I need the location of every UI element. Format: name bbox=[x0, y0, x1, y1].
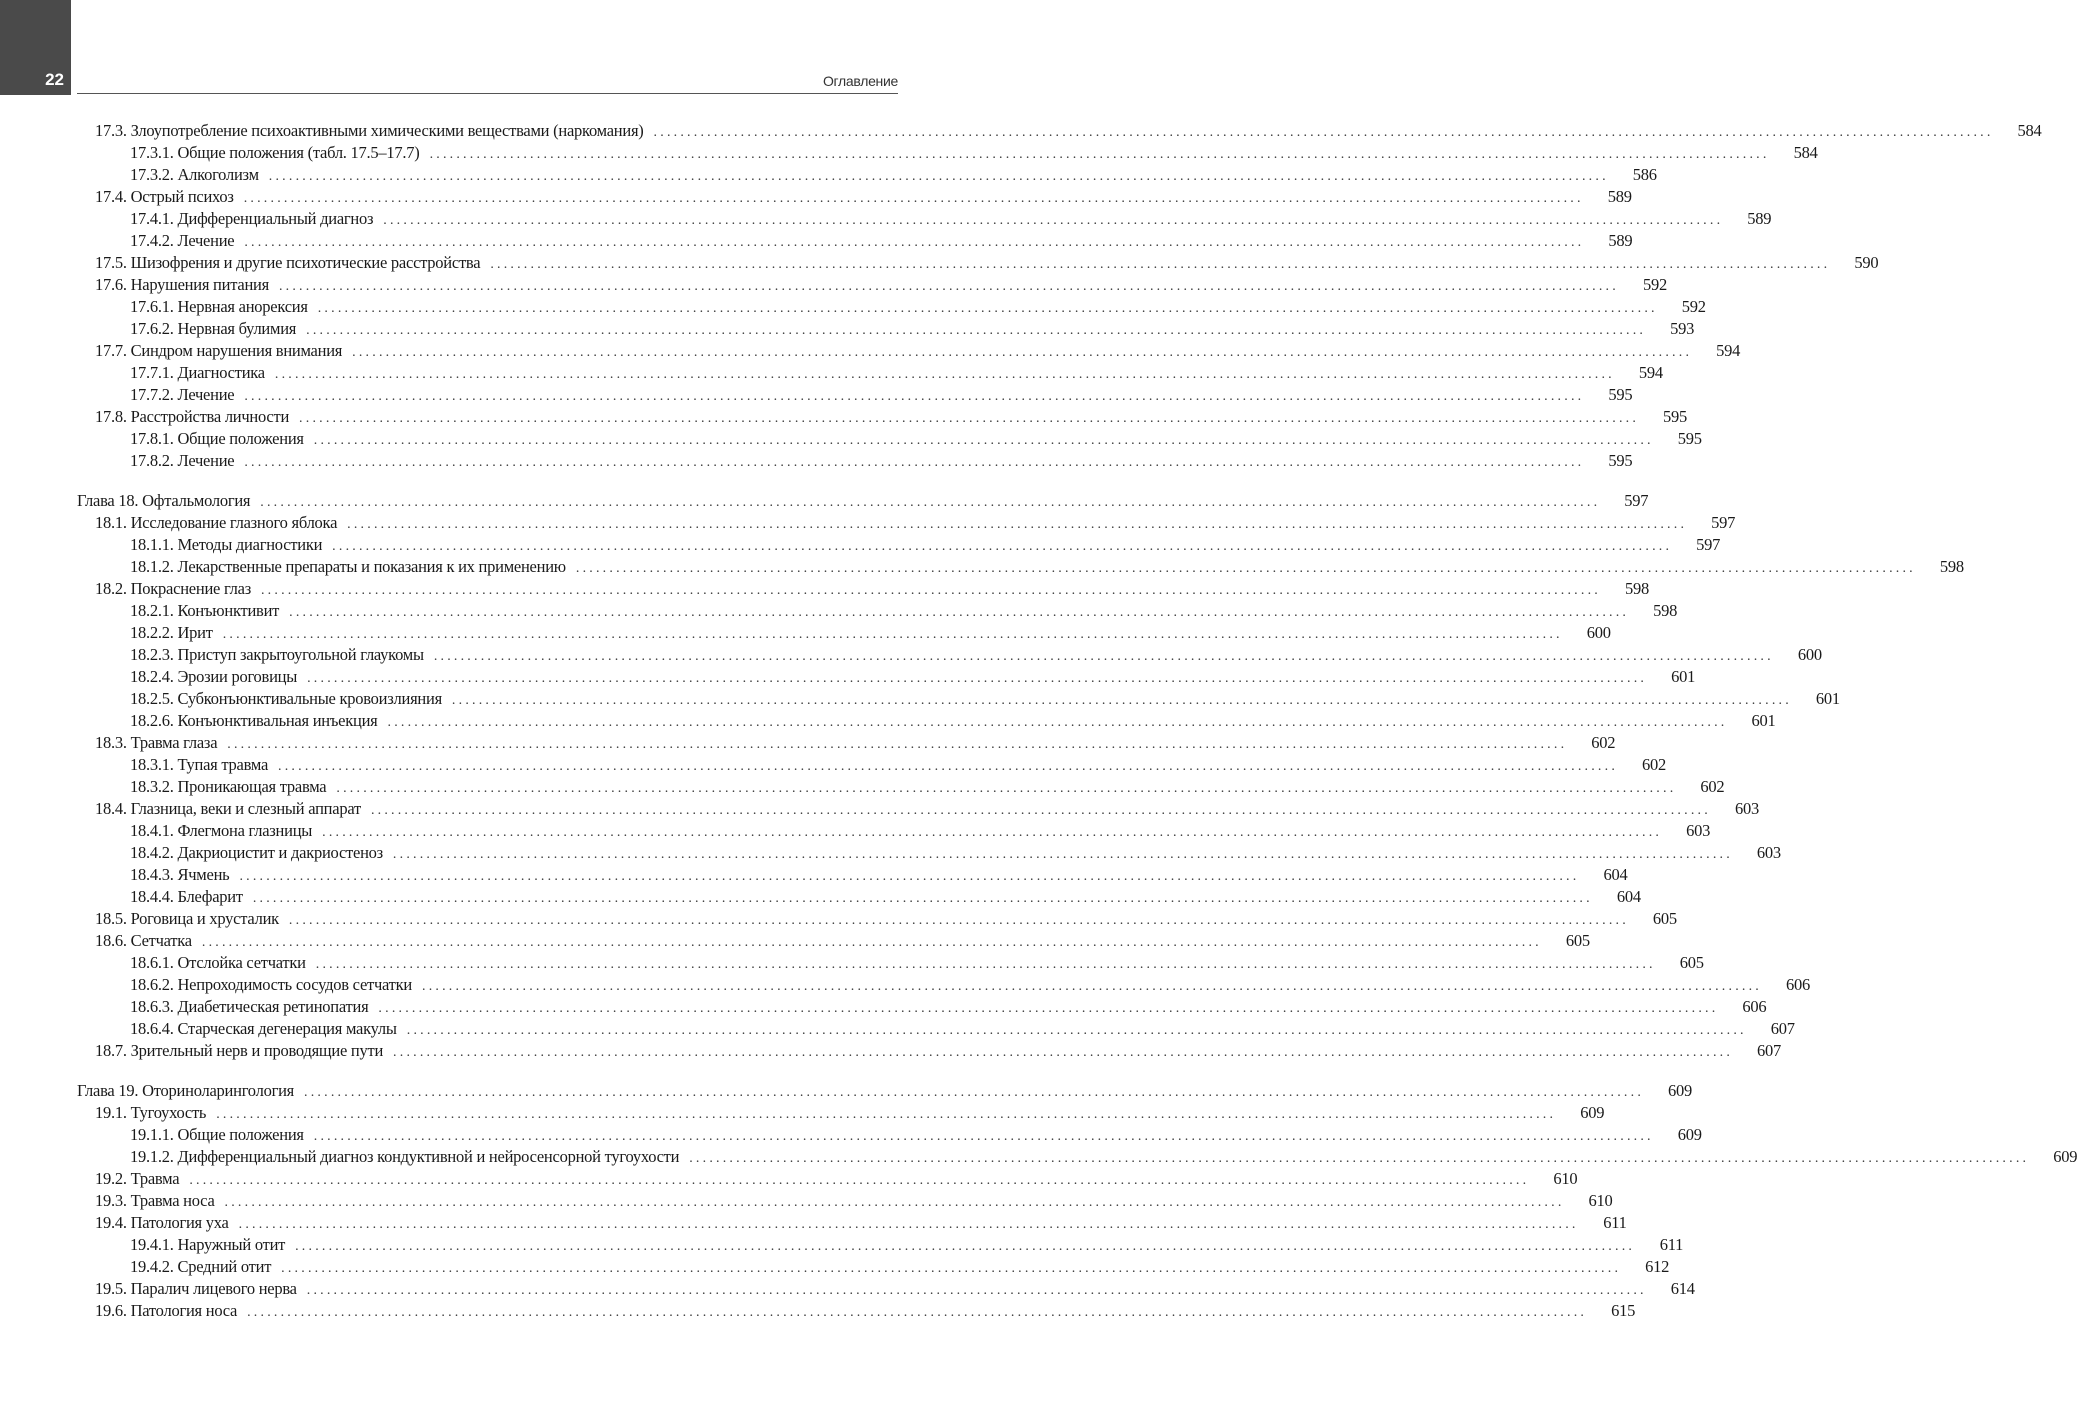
toc-entry-title: 17.8.2. Лечение bbox=[130, 451, 235, 470]
toc-entry[interactable] bbox=[77, 864, 1628, 886]
toc-entry[interactable] bbox=[77, 534, 1721, 556]
toc-entry-page: 612 bbox=[1645, 1257, 1670, 1276]
toc-entry-page: 594 bbox=[1716, 341, 1741, 360]
toc-entry[interactable] bbox=[77, 230, 1633, 252]
toc-entry[interactable] bbox=[77, 1212, 1627, 1234]
toc-entry-title: 17.8.1. Общие положения bbox=[130, 429, 304, 448]
toc-chapter-entry[interactable] bbox=[77, 490, 1649, 512]
toc-entry-title: Глава 19. Оториноларингология bbox=[77, 1081, 295, 1100]
toc-entry-title: Глава 18. Офтальмология bbox=[77, 491, 251, 510]
dot-leader: ........................................................................................................................................................................................................ bbox=[422, 979, 1762, 994]
toc-entry[interactable] bbox=[77, 142, 1818, 164]
toc-entry-page: 605 bbox=[1679, 953, 1704, 972]
toc-entry-page: 609 bbox=[1677, 1125, 1702, 1144]
toc-entry[interactable] bbox=[77, 1146, 2077, 1168]
dot-leader: ........................................................................................................................................................................................................ bbox=[252, 891, 1593, 906]
toc-entry[interactable] bbox=[77, 1278, 1695, 1300]
toc-entry-page: 598 bbox=[1939, 557, 1964, 576]
dot-leader: ........................................................................................................................................................................................................ bbox=[383, 213, 1724, 228]
toc-entry[interactable] bbox=[77, 754, 1667, 776]
toc-entry[interactable] bbox=[77, 776, 1725, 798]
toc-entry-page: 601 bbox=[1751, 711, 1776, 730]
toc-entry-title: 18.2.6. Конъюнктивальная инъекция bbox=[130, 711, 378, 730]
dot-leader: ........................................................................................................................................................................................................ bbox=[392, 847, 1733, 862]
toc-entry-page: 601 bbox=[1815, 689, 1840, 708]
toc-entry[interactable] bbox=[77, 1040, 1782, 1062]
toc-entry-page: 605 bbox=[1652, 909, 1677, 928]
toc-entry-title: 17.7.2. Лечение bbox=[130, 385, 235, 404]
dot-leader: ........................................................................................................................................................................................................ bbox=[332, 539, 1673, 554]
dot-leader: ........................................................................................................................................................................................................ bbox=[243, 191, 1584, 206]
dot-leader: ........................................................................................................................................................................................................ bbox=[575, 561, 1916, 576]
dot-leader: ........................................................................................................................................................................................................ bbox=[239, 869, 1580, 884]
dot-leader: ........................................................................................................................................................................................................ bbox=[299, 411, 1640, 426]
dot-leader: ........................................................................................................................................................................................................ bbox=[315, 957, 1656, 972]
toc-entry-page: 592 bbox=[1642, 275, 1667, 294]
toc-entry-page: 610 bbox=[1553, 1169, 1578, 1188]
toc-entry[interactable] bbox=[77, 450, 1633, 472]
toc-entry-title: 18.4.3. Ячмень bbox=[130, 865, 230, 884]
toc-entry-title: 18.2.2. Ирит bbox=[130, 623, 213, 642]
toc-entry-page: 595 bbox=[1608, 451, 1633, 470]
dot-leader: ........................................................................................................................................................................................................ bbox=[222, 627, 1563, 642]
toc-entry-page: 610 bbox=[1588, 1191, 1613, 1210]
toc-entry[interactable] bbox=[77, 406, 1688, 428]
toc-entry-title: 18.2. Покраснение глаз bbox=[95, 579, 251, 598]
toc-chapter-entry[interactable] bbox=[77, 1080, 1693, 1102]
toc-entry-title: 19.5. Паралич лицевого нерва bbox=[95, 1279, 297, 1298]
dot-leader: ........................................................................................................................................................................................................ bbox=[336, 781, 1677, 796]
toc-entry-title: 19.6. Патология носа bbox=[95, 1301, 238, 1320]
dot-leader: ........................................................................................................................................................................................................ bbox=[244, 235, 1585, 250]
toc-entry-page: 592 bbox=[1681, 297, 1706, 316]
dot-leader: ........................................................................................................................................................................................................ bbox=[387, 715, 1728, 730]
dot-leader: ........................................................................................................................................................................................................ bbox=[238, 1217, 1579, 1232]
dot-leader: ........................................................................................................................................................................................................ bbox=[260, 495, 1601, 510]
toc-entry[interactable] bbox=[77, 428, 1702, 450]
toc-entry-page: 595 bbox=[1677, 429, 1702, 448]
toc-entry-page: 606 bbox=[1742, 997, 1767, 1016]
toc-entry-page: 611 bbox=[1659, 1235, 1684, 1254]
toc-entry-title: 17.7.1. Диагностика bbox=[130, 363, 265, 382]
toc-entry-title: 18.2.3. Приступ закрытоугольной глаукомы bbox=[130, 645, 424, 664]
toc-entry[interactable] bbox=[77, 296, 1706, 318]
toc-entry[interactable] bbox=[77, 666, 1696, 688]
toc-entry[interactable] bbox=[77, 186, 1632, 208]
toc-entry-title: 17.4.2. Лечение bbox=[130, 231, 235, 250]
dot-leader: ........................................................................................................................................................................................................ bbox=[247, 1305, 1588, 1320]
dot-leader: ........................................................................................................................................................................................................ bbox=[201, 935, 1542, 950]
toc-entry[interactable] bbox=[77, 1124, 1702, 1146]
dot-leader: ........................................................................................................................................................................................................ bbox=[406, 1023, 1747, 1038]
toc-entry-title: 18.7. Зрительный нерв и проводящие пути bbox=[95, 1041, 384, 1060]
dot-leader: ........................................................................................................................................................................................................ bbox=[433, 649, 1774, 664]
toc-entry[interactable] bbox=[77, 732, 1616, 754]
toc-entry-page: 600 bbox=[1797, 645, 1822, 664]
toc-entry-page: 597 bbox=[1711, 513, 1736, 532]
toc-entry[interactable] bbox=[77, 1234, 1684, 1256]
dot-leader: ........................................................................................................................................................................................................ bbox=[295, 1239, 1636, 1254]
toc-entry-title: 17.4. Острый психоз bbox=[95, 187, 234, 206]
toc-entry-title: 18.1.2. Лекарственные препараты и показания к их применению bbox=[130, 557, 566, 576]
toc-entry-title: 19.2. Травма bbox=[95, 1169, 180, 1188]
toc-entry-page: 602 bbox=[1700, 777, 1725, 796]
toc-entry-page: 595 bbox=[1608, 385, 1633, 404]
dot-leader: ........................................................................................................................................................................................................ bbox=[224, 1195, 1565, 1210]
toc-entry[interactable] bbox=[77, 340, 1741, 362]
toc-entry-title: 18.3.1. Тупая травма bbox=[130, 755, 269, 774]
dot-leader: ........................................................................................................................................................................................................ bbox=[317, 301, 1658, 316]
toc-entry[interactable] bbox=[77, 164, 1657, 186]
dot-leader: ........................................................................................................................................................................................................ bbox=[244, 455, 1585, 470]
toc-entry-title: 17.6.1. Нервная анорексия bbox=[130, 297, 308, 316]
toc-entry-page: 604 bbox=[1616, 887, 1641, 906]
toc-entry-page: 602 bbox=[1591, 733, 1616, 752]
toc-entry[interactable] bbox=[77, 1168, 1578, 1190]
toc-entry-page: 614 bbox=[1670, 1279, 1695, 1298]
toc-entry-page: 611 bbox=[1603, 1213, 1627, 1232]
dot-leader: ........................................................................................................................................................................................................ bbox=[289, 605, 1630, 620]
toc-entry-title: 18.4.4. Блефарит bbox=[130, 887, 243, 906]
toc-entry-page: 605 bbox=[1565, 931, 1590, 950]
dot-leader: ........................................................................................................................................................................................................ bbox=[378, 1001, 1719, 1016]
dot-leader: ........................................................................................................................................................................................................ bbox=[347, 517, 1688, 532]
dot-leader: ........................................................................................................................................................................................................ bbox=[307, 671, 1648, 686]
toc-entry-page: 594 bbox=[1638, 363, 1663, 382]
toc-entry-page: 602 bbox=[1642, 755, 1667, 774]
toc-entry[interactable] bbox=[77, 318, 1695, 340]
toc-entry-page: 603 bbox=[1734, 799, 1759, 818]
dot-leader: ........................................................................................................................................................................................................ bbox=[306, 1283, 1647, 1298]
toc-entry-title: 17.6.2. Нервная булимия bbox=[130, 319, 297, 338]
toc-entry-page: 609 bbox=[1580, 1103, 1605, 1122]
toc-entry-page: 606 bbox=[1786, 975, 1810, 994]
toc-entry-title: 18.6.1. Отслойка сетчатки bbox=[130, 953, 306, 972]
toc-entry-title: 18.1. Исследование глазного яблока bbox=[95, 513, 338, 532]
toc-entry-page: 590 bbox=[1854, 253, 1879, 272]
toc-entry-page: 598 bbox=[1624, 579, 1649, 598]
dot-leader: ........................................................................................................................................................................................................ bbox=[189, 1173, 1530, 1188]
dot-leader: ........................................................................................................................................................................................................ bbox=[216, 1107, 1557, 1122]
toc-entry-page: 593 bbox=[1670, 319, 1695, 338]
toc-entry-title: 19.1. Тугоухость bbox=[95, 1103, 207, 1122]
toc-entry-title: 19.4. Патология уха bbox=[95, 1213, 229, 1232]
header-rule bbox=[77, 93, 898, 94]
toc-entry-title: 17.6. Нарушения питания bbox=[95, 275, 269, 294]
toc-entry-title: 18.3. Травма глаза bbox=[95, 733, 218, 752]
toc-entry-title: 18.6.4. Старческая дегенерация макулы bbox=[130, 1019, 397, 1038]
page-number-text: 22 bbox=[45, 70, 64, 89]
dot-leader: ........................................................................................................................................................................................................ bbox=[306, 323, 1647, 338]
dot-leader: ........................................................................................................................................................................................................ bbox=[393, 1045, 1734, 1060]
toc-entry[interactable] bbox=[77, 996, 1767, 1018]
toc-entry[interactable] bbox=[77, 974, 1810, 996]
toc-entry-title: 17.3.2. Алкоголизм bbox=[130, 165, 259, 184]
toc-entry[interactable] bbox=[77, 556, 1964, 578]
dot-leader: ........................................................................................................................................................................................................ bbox=[322, 825, 1663, 840]
toc-entry-title: 18.4.1. Флегмона глазницы bbox=[130, 821, 313, 840]
toc-entry-title: 18.2.1. Конъюнктивит bbox=[130, 601, 280, 620]
dot-leader: ........................................................................................................................................................................................................ bbox=[313, 1129, 1654, 1144]
toc-entry-title: 17.5. Шизофрения и другие психотические расстройства bbox=[95, 253, 481, 272]
dot-leader: ........................................................................................................................................................................................................ bbox=[689, 1151, 2030, 1166]
toc-entry-title: 17.3. Злоупотребление психоактивными химическими веществами (наркомания) bbox=[95, 121, 644, 140]
toc-entry-page: 603 bbox=[1756, 843, 1781, 862]
toc-entry-title: 18.5. Роговица и хрусталик bbox=[95, 909, 279, 928]
table-of-contents bbox=[77, 120, 2077, 1322]
toc-entry-page: 589 bbox=[1607, 187, 1632, 206]
toc-entry[interactable] bbox=[77, 208, 1772, 230]
toc-entry-page: 603 bbox=[1686, 821, 1711, 840]
toc-entry-title: 18.2.4. Эрозии роговицы bbox=[130, 667, 298, 686]
dot-leader: ........................................................................................................................................................................................................ bbox=[268, 169, 1609, 184]
toc-entry[interactable] bbox=[77, 644, 1822, 666]
toc-entry[interactable] bbox=[77, 362, 1663, 384]
toc-entry-page: 615 bbox=[1611, 1301, 1636, 1320]
toc-entry-page: 589 bbox=[1747, 209, 1772, 228]
dot-leader: ........................................................................................................................................................................................................ bbox=[653, 125, 1994, 140]
toc-entry-title: 18.6.3. Диабетическая ретинопатия bbox=[130, 997, 369, 1016]
toc-entry[interactable] bbox=[77, 820, 1711, 842]
toc-entry[interactable] bbox=[77, 1018, 1795, 1040]
toc-entry[interactable] bbox=[77, 688, 1840, 710]
toc-entry-title: 19.3. Травма носа bbox=[95, 1191, 215, 1210]
toc-entry[interactable] bbox=[77, 798, 1759, 820]
toc-entry-page: 609 bbox=[1668, 1081, 1693, 1100]
dot-leader: ........................................................................................................................................................................................................ bbox=[429, 147, 1770, 162]
dot-leader: ........................................................................................................................................................................................................ bbox=[490, 257, 1831, 272]
dot-leader: ........................................................................................................................................................................................................ bbox=[304, 1085, 1645, 1100]
page-number bbox=[0, 70, 71, 90]
toc-entry-page: 595 bbox=[1663, 407, 1688, 426]
toc-entry-page: 586 bbox=[1632, 165, 1657, 184]
toc-entry-title: 17.8. Расстройства личности bbox=[95, 407, 290, 426]
toc-entry-title: 18.6.2. Непроходимость сосудов сетчатки bbox=[130, 975, 412, 994]
toc-entry-page: 601 bbox=[1671, 667, 1696, 686]
toc-entry-page: 600 bbox=[1586, 623, 1611, 642]
toc-entry[interactable] bbox=[77, 886, 1641, 908]
toc-entry[interactable] bbox=[77, 842, 1781, 864]
toc-entry-title: 19.4.2. Средний отит bbox=[130, 1257, 272, 1276]
toc-entry-title: 18.1.1. Методы диагностики bbox=[130, 535, 323, 554]
dot-leader: ........................................................................................................................................................................................................ bbox=[451, 693, 1792, 708]
toc-entry-page: 604 bbox=[1603, 865, 1628, 884]
toc-entry[interactable] bbox=[77, 1256, 1670, 1278]
toc-entry[interactable] bbox=[77, 252, 1879, 274]
toc-entry-title: 17.4.1. Дифференциальный диагноз bbox=[130, 209, 374, 228]
toc-entry-title: 19.1.1. Общие положения bbox=[130, 1125, 304, 1144]
toc-entry[interactable] bbox=[77, 120, 2042, 142]
toc-entry[interactable] bbox=[77, 952, 1704, 974]
toc-entry-page: 609 bbox=[2053, 1147, 2077, 1166]
dot-leader: ........................................................................................................................................................................................................ bbox=[288, 913, 1629, 928]
toc-entry[interactable] bbox=[77, 578, 1649, 600]
toc-entry-title: 18.4.2. Дакриоцистит и дакриостеноз bbox=[130, 843, 383, 862]
dot-leader: ........................................................................................................................................................................................................ bbox=[278, 759, 1619, 774]
toc-entry-title: 18.6. Сетчатка bbox=[95, 931, 192, 950]
dot-leader: ........................................................................................................................................................................................................ bbox=[370, 803, 1711, 818]
dot-leader: ........................................................................................................................................................................................................ bbox=[260, 583, 1601, 598]
toc-entry-page: 589 bbox=[1608, 231, 1633, 250]
toc-entry[interactable] bbox=[77, 1102, 1605, 1124]
toc-entry-page: 597 bbox=[1624, 491, 1649, 510]
toc-entry-title: 17.7. Синдром нарушения внимания bbox=[95, 341, 343, 360]
toc-entry-title: 18.3.2. Проникающая травма bbox=[130, 777, 327, 796]
toc-entry-title: 17.3.1. Общие положения (табл. 17.5–17.7) bbox=[130, 143, 420, 162]
toc-entry[interactable] bbox=[77, 384, 1633, 406]
running-title: Оглавление bbox=[822, 73, 898, 89]
dot-leader: ........................................................................................................................................................................................................ bbox=[281, 1261, 1622, 1276]
toc-entry-page: 607 bbox=[1770, 1019, 1795, 1038]
toc-entry[interactable] bbox=[77, 710, 1776, 732]
toc-entry[interactable] bbox=[77, 600, 1678, 622]
toc-entry-title: 19.1.2. Дифференциальный диагноз кондуктивной и нейросенсорной тугоухости bbox=[130, 1147, 680, 1166]
toc-entry[interactable] bbox=[77, 1190, 1613, 1212]
toc-entry[interactable] bbox=[77, 274, 1667, 296]
toc-entry[interactable] bbox=[77, 512, 1736, 534]
toc-entry-title: 18.2.5. Субконъюнктивальные кровоизлияния bbox=[130, 689, 442, 708]
toc-entry-page: 598 bbox=[1653, 601, 1678, 620]
toc-entry-title: 19.4.1. Наружный отит bbox=[130, 1235, 286, 1254]
dot-leader: ........................................................................................................................................................................................................ bbox=[278, 279, 1619, 294]
dot-leader: ........................................................................................................................................................................................................ bbox=[227, 737, 1568, 752]
toc-entry-page: 584 bbox=[1793, 143, 1818, 162]
toc-entry[interactable] bbox=[77, 622, 1611, 644]
dot-leader: ........................................................................................................................................................................................................ bbox=[244, 389, 1585, 404]
toc-entry[interactable] bbox=[77, 1300, 1636, 1322]
toc-entry-title: 18.4. Глазница, веки и слезный аппарат bbox=[95, 799, 361, 818]
toc-entry-page: 597 bbox=[1696, 535, 1721, 554]
toc-entry[interactable] bbox=[77, 930, 1590, 952]
dot-leader: ........................................................................................................................................................................................................ bbox=[352, 345, 1693, 360]
dot-leader: ........................................................................................................................................................................................................ bbox=[313, 433, 1654, 448]
dot-leader: ........................................................................................................................................................................................................ bbox=[274, 367, 1615, 382]
toc-entry-page: 607 bbox=[1757, 1041, 1782, 1060]
toc-entry[interactable] bbox=[77, 908, 1677, 930]
toc-entry-page: 584 bbox=[2017, 121, 2042, 140]
